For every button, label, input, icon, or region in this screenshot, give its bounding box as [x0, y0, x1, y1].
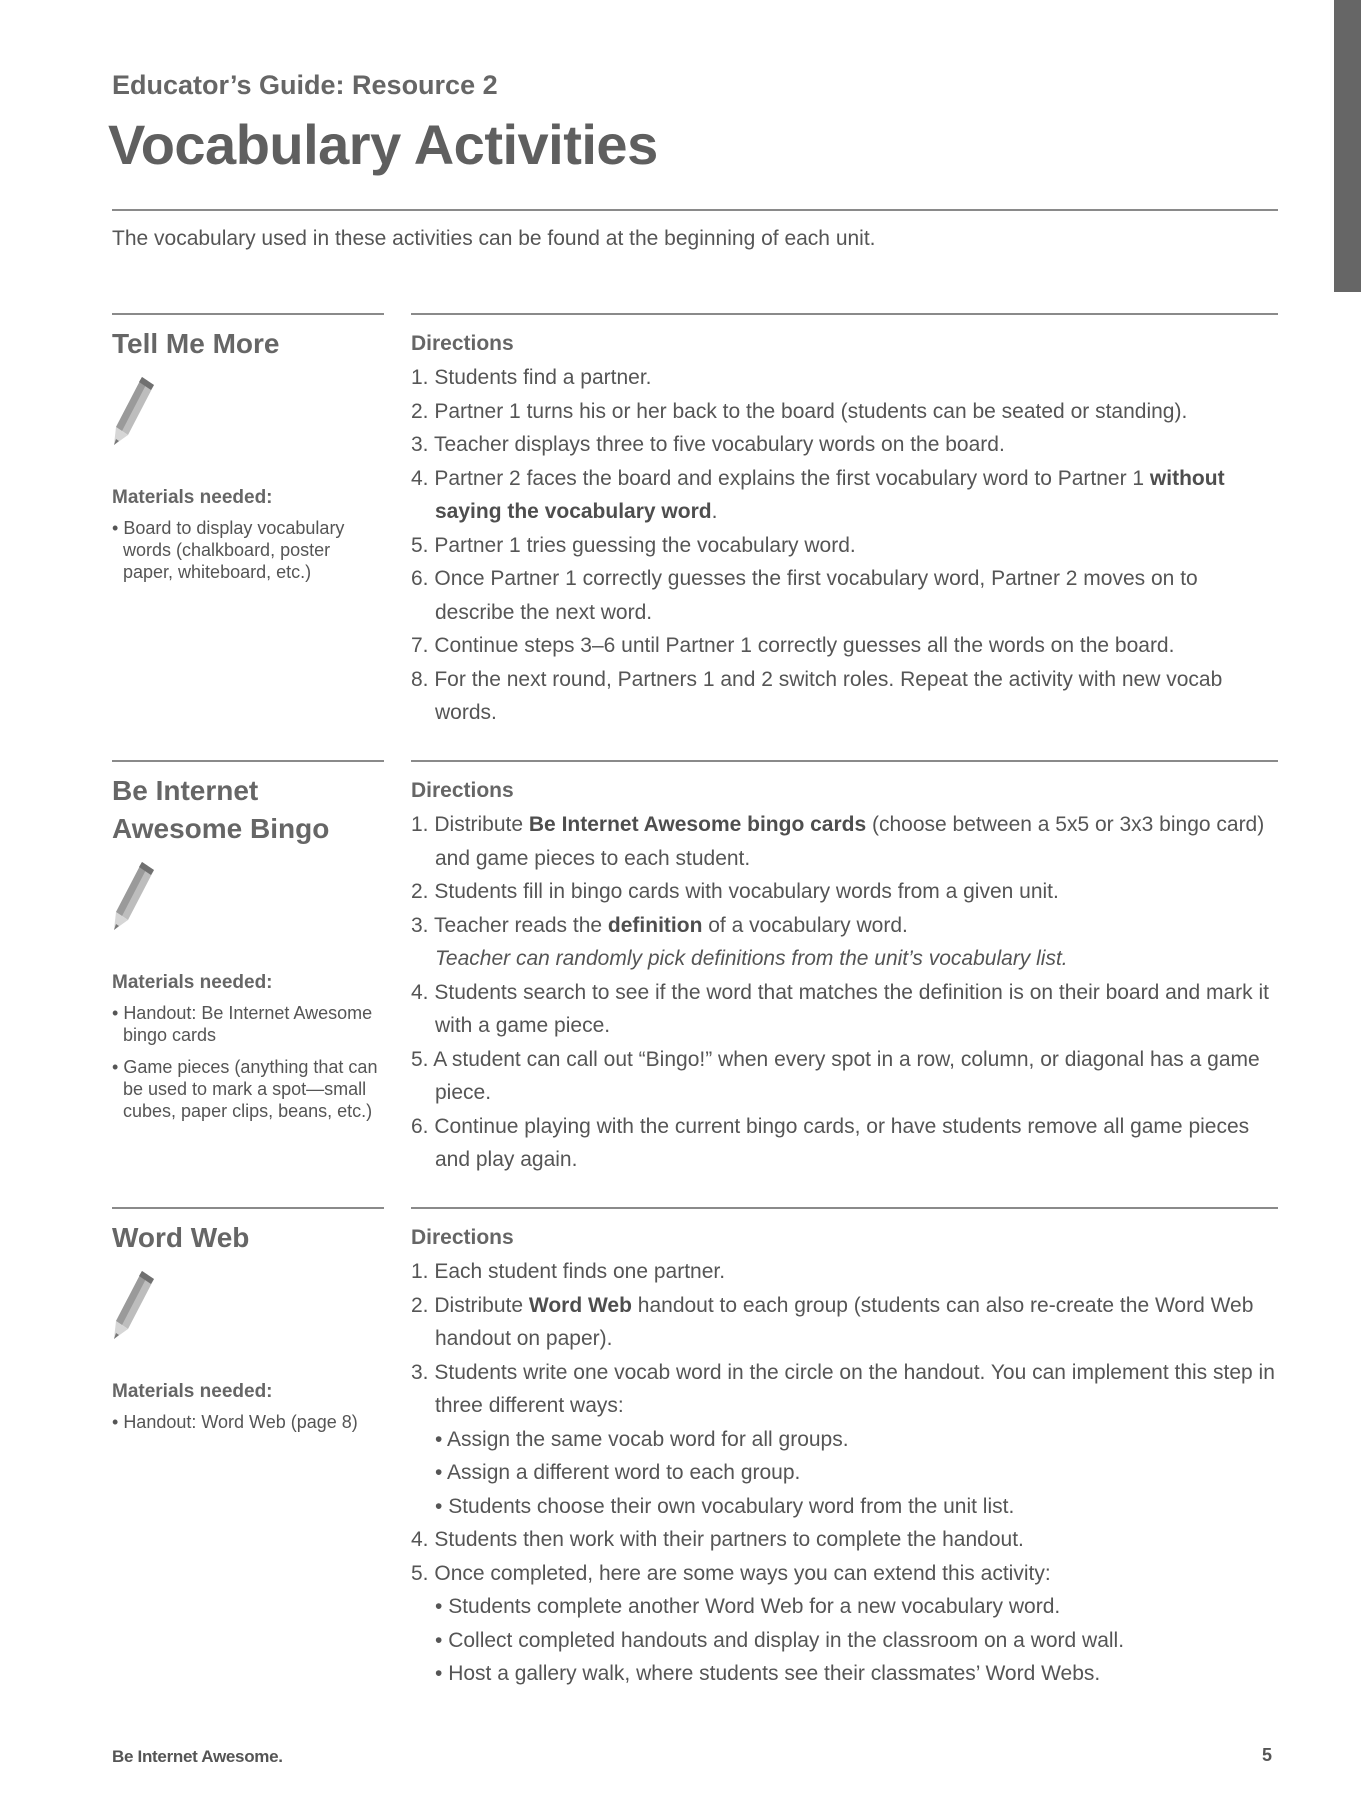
section-sidebar	[112, 313, 384, 593]
materials-item: • Handout: Word Web (page 8)	[112, 1411, 384, 1433]
step-item: 4. Students search to see if the word that matches the definition is on their board and mark it with a game piece.	[411, 980, 1269, 1037]
directions-list	[411, 1255, 1278, 1691]
section-directions	[411, 760, 1278, 1177]
page-title: Vocabulary Activities	[108, 113, 658, 176]
directions-label: Directions	[411, 1226, 514, 1249]
directions-label: Directions	[411, 779, 514, 802]
step-item: 3. Students write one vocab word in the circle on the handout. You can implement this step in three different ways: • Assign the same vocab word for all groups. • Assign a different word to each group. • Students choose their own vocabulary word from the unit list.	[411, 1356, 1278, 1524]
materials-label: Materials needed:	[112, 1381, 273, 1402]
step-item: 5. Partner 1 tries guessing the vocabulary word.	[411, 533, 856, 557]
step-item: 2. Distribute Word Web handout to each group (students can also re-create the Word Web handout on paper).	[411, 1293, 1254, 1350]
materials-list	[112, 1002, 384, 1122]
sub-bullet: • Assign the same vocab word for all groups.	[435, 1427, 849, 1451]
intro-text: The vocabulary used in these activities can be found at the beginning of each unit.	[112, 227, 876, 250]
materials-label: Materials needed:	[112, 972, 273, 993]
step-item: 8. For the next round, Partners 1 and 2 switch roles. Repeat the activity with new vocab words.	[411, 667, 1223, 724]
directions-list	[411, 808, 1278, 1177]
page-number: 5	[1262, 1745, 1273, 1765]
section-directions	[411, 313, 1278, 730]
footer-brand-logo: Be Internet Awesome.	[112, 1747, 283, 1766]
step-item: 3. Teacher reads the definition of a vocabulary word. Teacher can randomly pick definitions from the unit’s vocabulary list.	[411, 909, 1278, 976]
sub-bullet: • Assign a different word to each group.	[435, 1461, 801, 1484]
directions-list	[411, 361, 1278, 730]
step-item: 5. Once completed, here are some ways you can extend this activity: • Students complete another Word Web for a new vocabulary word. • Collect completed handouts and display in the classroom on a word wall. • Host a gallery walk, where students see their classmates’ Word Webs.	[411, 1557, 1278, 1691]
step-item: 1. Each student finds one partner.	[411, 1260, 726, 1283]
sub-bullet: • Collect completed handouts and display in the classroom on a word wall.	[435, 1628, 1125, 1652]
materials-list	[112, 1411, 384, 1433]
sub-bullet: • Students complete another Word Web for a new vocabulary word.	[435, 1595, 1061, 1618]
step-item: 4. Partner 2 faces the board and explains the first vocabulary word to Partner 1 without saying the vocabulary word.	[411, 466, 1225, 523]
resource-subtitle: Educator’s Guide: Resource 2	[112, 70, 498, 100]
section-title: Word Web	[112, 1222, 250, 1253]
directions-label: Directions	[411, 332, 514, 355]
section-directions	[411, 1207, 1278, 1691]
title-divider	[112, 209, 1278, 211]
step-item: 5. A student can call out “Bingo!” when every spot in a row, column, or diagonal has a game piece.	[411, 1047, 1260, 1104]
step-item: 2. Partner 1 turns his or her back to the board (students can be seated or standing).	[411, 399, 1188, 423]
step-item: 6. Once Partner 1 correctly guesses the first vocabulary word, Partner 2 moves on to describe the next word.	[411, 567, 1198, 624]
step-item: 7. Continue steps 3–6 until Partner 1 correctly guesses all the words on the board.	[411, 634, 1175, 657]
step-item: 2. Students fill in bingo cards with vocabulary words from a given unit.	[411, 880, 1059, 903]
step-item: 1. Students find a partner.	[411, 366, 652, 389]
sub-bullet: • Students choose their own vocabulary word from the unit list.	[435, 1494, 1015, 1518]
materials-item: • Board to display vocabulary words (chalkboard, poster paper, whiteboard, etc.)	[112, 517, 384, 583]
page-tab-marker	[1334, 0, 1361, 292]
pencil-icon	[112, 862, 156, 932]
section-sidebar	[112, 760, 384, 1132]
materials-list	[112, 517, 384, 583]
pencil-icon	[112, 377, 156, 447]
step-item: 3. Teacher displays three to five vocabulary words on the board.	[411, 433, 1005, 456]
step-note: Teacher can randomly pick definitions from the unit’s vocabulary list.	[435, 947, 1068, 970]
sub-bullet: • Host a gallery walk, where students see their classmates’ Word Webs.	[435, 1662, 1101, 1685]
section-sidebar	[112, 1207, 384, 1443]
pencil-icon	[112, 1271, 156, 1341]
section-title: Be Internet Awesome Bingo	[112, 775, 330, 844]
section-title: Tell Me More	[112, 328, 280, 359]
materials-item: • Handout: Be Internet Awesome bingo cards	[112, 1002, 384, 1046]
materials-label: Materials needed:	[112, 487, 273, 508]
materials-item: • Game pieces (anything that can be used to mark a spot—small cubes, paper clips, beans, etc.)	[112, 1056, 384, 1122]
step-item: 4. Students then work with their partners to complete the handout.	[411, 1528, 1024, 1551]
step-item: 6. Continue playing with the current bingo cards, or have students remove all game pieces and play again.	[411, 1114, 1250, 1171]
step-item: 1. Distribute Be Internet Awesome bingo cards (choose between a 5x5 or 3x3 bingo card) and game pieces to each student.	[411, 813, 1265, 870]
